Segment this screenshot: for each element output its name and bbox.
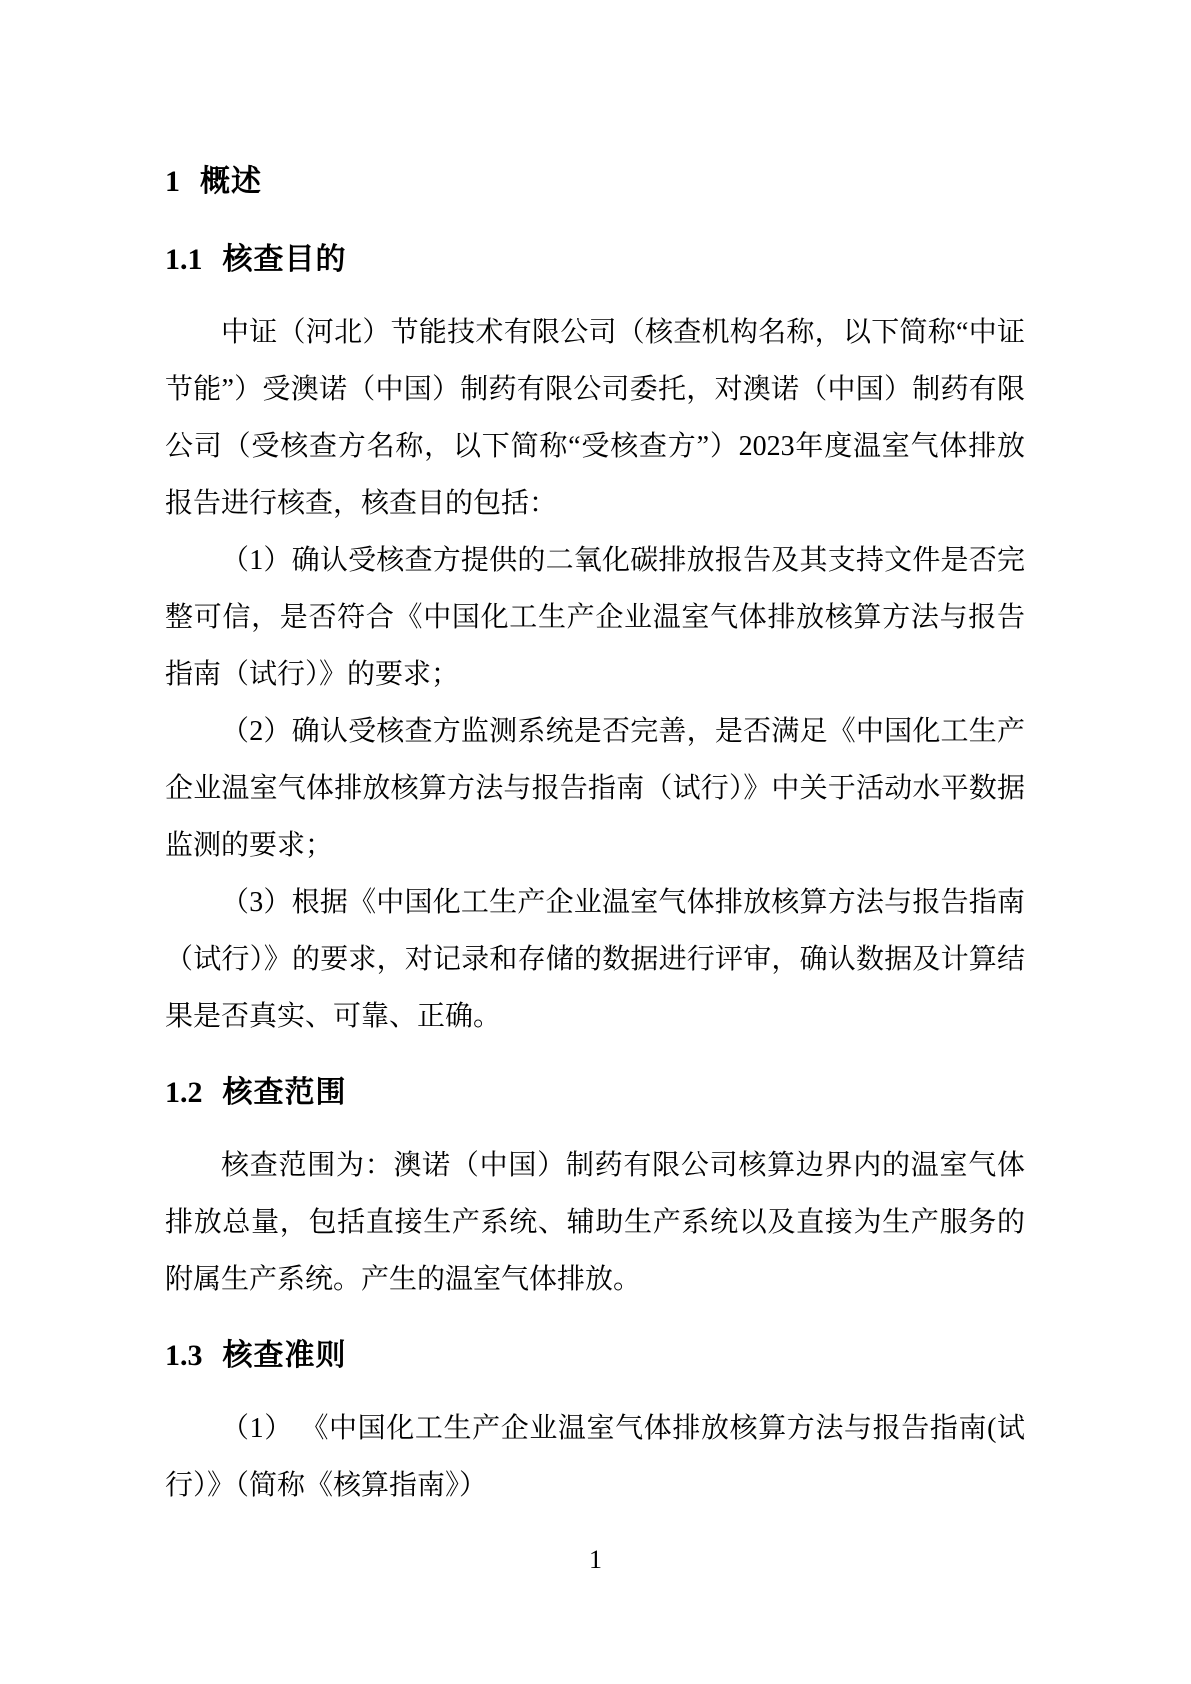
subsection-heading-criteria [165, 1338, 1025, 1374]
paragraph-scope: 核查范围为：澳诺（中国）制药有限公司核算边界内的温室气体排放总量，包括直接生产系统、辅助生产系统以及直接为生产服务的附属生产系统。产生的温室气体排放。 [165, 1150, 1025, 1295]
paragraph-criteria-item1: （1） 《中国化工生产企业温室气体排放核算方法与报告指南(试行）》（简称《核算指南》） [165, 1413, 1025, 1501]
subsection-title: 核查准则 [222, 1339, 347, 1372]
page-number: 1 [589, 1545, 602, 1574]
subsection-number: 1.3 [165, 1339, 203, 1372]
section-number: 1 [165, 165, 180, 198]
subsection-number: 1.1 [165, 243, 203, 276]
document-content [165, 164, 1025, 1514]
paragraph-purpose-item1: （1）确认受核查方提供的二氧化碳排放报告及其支持文件是否完整可信，是否符合《中国化工生产企业温室气体排放核算方法与报告指南（试行）》的要求； [165, 545, 1025, 690]
paragraph-purpose-item3: （3）根据《中国化工生产企业温室气体排放核算方法与报告指南（试行）》的要求，对记录和存储的数据进行评审，确认数据及计算结果是否真实、可靠、正确。 [165, 887, 1025, 1032]
section-heading-overview [165, 164, 1025, 200]
subsection-title: 核查范围 [222, 1076, 347, 1109]
subsection-number: 1.2 [165, 1076, 203, 1109]
subsection-title: 核查目的 [222, 243, 347, 276]
section-title: 概述 [200, 165, 262, 198]
paragraph-purpose-intro: 中证（河北）节能技术有限公司（核查机构名称，以下简称“中证节能”）受澳诺（中国）制药有限公司委托，对澳诺（中国）制药有限公司（受核查方名称，以下简称“受核查方”）2023年度温室气体排放报告进行核查，核查目的包括： [165, 317, 1025, 519]
subsection-heading-purpose [165, 242, 1025, 278]
paragraph-purpose-item2: （2）确认受核查方监测系统是否完善，是否满足《中国化工生产企业温室气体排放核算方法与报告指南（试行）》中关于活动水平数据监测的要求； [165, 716, 1025, 861]
subsection-heading-scope [165, 1075, 1025, 1111]
